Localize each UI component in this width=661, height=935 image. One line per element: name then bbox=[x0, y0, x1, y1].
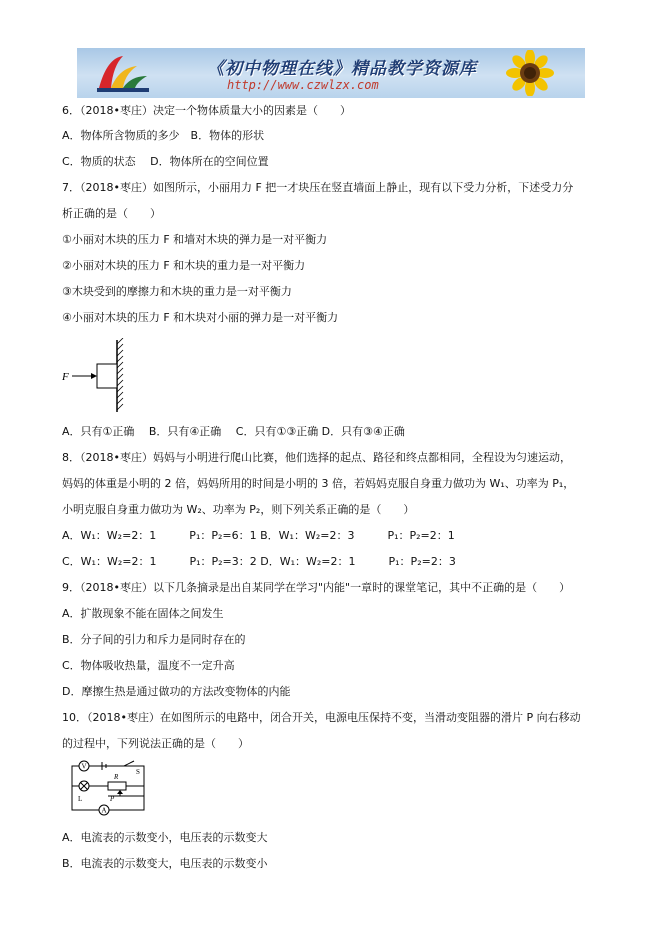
q7-options: A．只有①正确 B．只有④正确 C．只有①③正确 D．只有③④正确 bbox=[62, 425, 405, 438]
q7-stem-line2: 析正确的是（ ） bbox=[62, 207, 161, 220]
q6-stem: 6．（2018•枣庄）决定一个物体质量大小的因素是（ ） bbox=[62, 104, 351, 117]
q10-stem-line2: 的过程中，下列说法正确的是（ ） bbox=[62, 737, 249, 750]
q10-option-a: A．电流表的示数变小，电压表的示数变大 bbox=[62, 831, 268, 844]
q6-options-cd: C．物质的状态 D．物体所在的空间位置 bbox=[62, 155, 269, 168]
site-logo-icon bbox=[93, 52, 153, 94]
q6-options-ab: A．物体所含物质的多少 B．物体的形状 bbox=[62, 129, 265, 142]
switch-label: S bbox=[136, 768, 140, 776]
sunflower-icon bbox=[495, 50, 565, 96]
q8-options-ab: A．W₁：W₂=2：1 P₁：P₂=6：1 B．W₁：W₂=2：3 P₁：P₂=2：1 bbox=[62, 529, 455, 542]
q7-statement-4: ④小丽对木块的压力 F 和木块对小丽的弹力是一对平衡力 bbox=[62, 311, 339, 324]
q7-statement-3: ③木块受到的摩擦力和木块的重力是一对平衡力 bbox=[62, 285, 292, 298]
voltmeter-label: V bbox=[81, 762, 87, 771]
force-label: F bbox=[62, 371, 69, 383]
resistor-label: R bbox=[114, 773, 119, 781]
q7-statement-1: ①小丽对木块的压力 F 和墙对木块的弹力是一对平衡力 bbox=[62, 233, 328, 246]
q9-option-d: D．摩擦生热是通过做功的方法改变物体的内能 bbox=[62, 685, 291, 698]
q10-circuit-diagram bbox=[64, 760, 152, 824]
q9-stem: 9．（2018•枣庄）以下几条摘录是出自某同学在学习"内能"一章时的课堂笔记，其中不正确的是（ ） bbox=[62, 581, 571, 594]
slider-label: P bbox=[110, 795, 115, 803]
q9-option-b: B．分子间的引力和斥力是同时存在的 bbox=[62, 633, 246, 646]
q8-options-cd: C．W₁：W₂=2：1 P₁：P₂=3：2 D．W₁：W₂=2：1 P₁：P₂=2：3 bbox=[62, 555, 456, 568]
header-banner bbox=[77, 48, 585, 98]
ammeter-label: A bbox=[101, 806, 107, 815]
q8-stem-line1: 8．（2018•枣庄）妈妈与小明进行爬山比赛，他们选择的起点、路径和终点都相同，全程设为匀速运动， bbox=[62, 451, 571, 464]
lamp-label: L bbox=[78, 795, 83, 803]
q8-stem-line2: 妈妈的体重是小明的 2 倍，妈妈所用的时间是小明的 3 倍，若妈妈克服自身重力做功为 W₁、功率为 P₁， bbox=[62, 477, 575, 490]
q8-stem-line3: 小明克服自身重力做功为 W₂、功率为 P₂，则下列关系正确的是（ ） bbox=[62, 503, 415, 516]
banner-title: 《初中物理在线》精品教学资源库 bbox=[207, 59, 477, 79]
q7-statement-2: ②小丽对木块的压力 F 和木块的重力是一对平衡力 bbox=[62, 259, 306, 272]
q10-stem-line1: 10．（2018•枣庄）在如图所示的电路中，闭合开关，电源电压保持不变，当滑动变阻器的滑片 P 向右移动 bbox=[62, 711, 581, 724]
q7-stem-line1: 7．（2018•枣庄）如图所示，小丽用力 F 把一才块压在竖直墙面上静止，现有以下受力分析，下述受力分 bbox=[62, 181, 574, 194]
q9-option-c: C．物体吸收热量，温度不一定升高 bbox=[62, 659, 235, 672]
q7-wall-block-diagram bbox=[60, 338, 130, 414]
q9-option-a: A．扩散现象不能在固体之间发生 bbox=[62, 607, 224, 620]
q10-option-b: B．电流表的示数变大，电压表的示数变小 bbox=[62, 857, 268, 870]
banner-url: http://www.czwlzx.com bbox=[227, 78, 379, 92]
